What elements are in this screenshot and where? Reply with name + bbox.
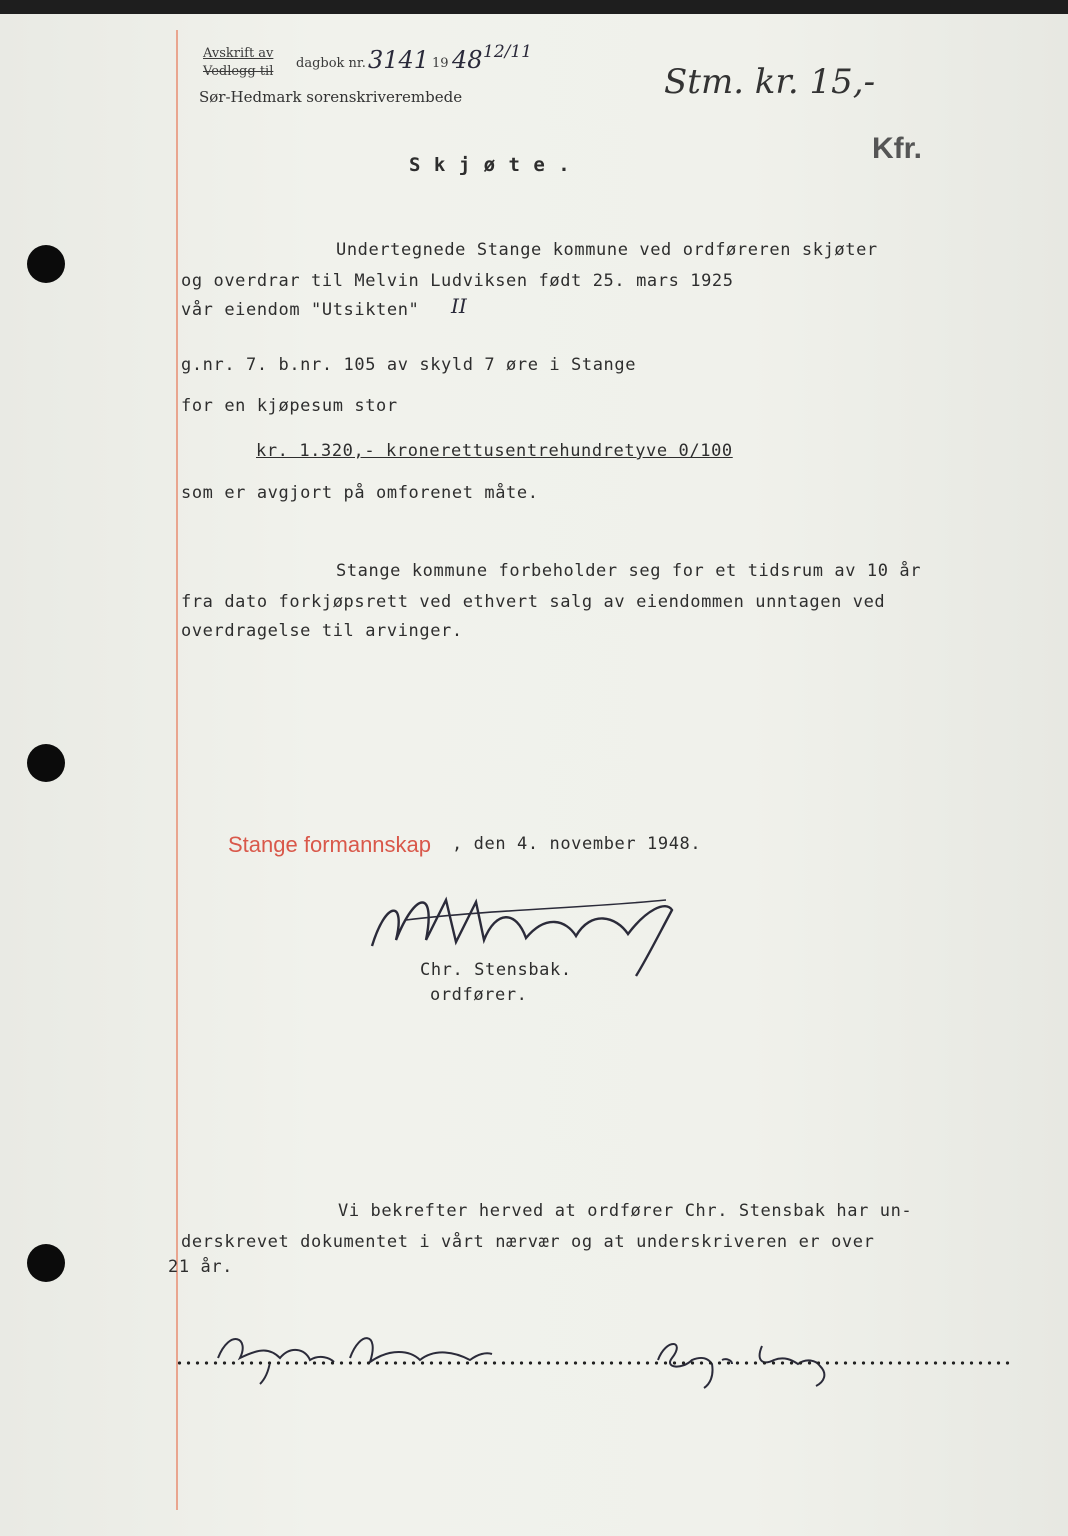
handwritten-insert: II bbox=[451, 294, 467, 318]
punch-hole bbox=[27, 245, 65, 283]
body-price-intro: for en kjøpesum stor bbox=[181, 396, 398, 416]
stamp-duty-note: Stm. kr. 15,- bbox=[664, 62, 876, 102]
header-date: 12/11 bbox=[483, 42, 532, 62]
scan-edge bbox=[0, 0, 1068, 14]
body-paragraph-5-line-1: Stange kommune forbeholder seg for et tidsrum av 10 år bbox=[336, 561, 922, 581]
body-paragraph-1-line-2: og overdrar til Melvin Ludviksen født 25. mars 1925 bbox=[181, 271, 734, 291]
document-title: S k j ø t e . bbox=[409, 154, 571, 176]
dotted-signature-line bbox=[175, 1361, 1013, 1365]
signer-role: ordfører. bbox=[430, 985, 528, 1005]
body-paragraph-1-line-1: Undertegnede Stange kommune ved ordføreren skjøter bbox=[336, 240, 878, 260]
signature-date: , den 4. november 1948. bbox=[452, 834, 702, 854]
header-year: 48 bbox=[452, 46, 483, 74]
header-avskrift: Avskrift av bbox=[203, 46, 274, 61]
place-stamp: Stange formannskap bbox=[228, 832, 432, 857]
header-year-prefix: 19 bbox=[432, 56, 449, 71]
witness-line-2: derskrevet dokumentet i vårt nærvær og at underskriveren er over bbox=[181, 1232, 875, 1252]
header-vedlegg: Vedlegg til bbox=[203, 64, 274, 79]
body-paragraph-5-line-2: fra dato forkjøpsrett ved ethvert salg av eiendommen unntagen ved bbox=[181, 592, 886, 612]
punch-hole bbox=[27, 1244, 65, 1282]
header-dagbok-number: 3141 bbox=[368, 46, 430, 74]
signer-name: Chr. Stensbak. bbox=[420, 960, 572, 980]
punch-hole bbox=[27, 744, 65, 782]
body-amount: kr. 1.320,- kronerettusentrehundretyve 0/100 bbox=[256, 441, 733, 461]
body-property-line: g.nr. 7. b.nr. 105 av skyld 7 øre i Stange bbox=[181, 355, 637, 375]
witness-line-3: 21 år. bbox=[168, 1257, 234, 1277]
header-office: Sør-Hedmark sorenskriverembede bbox=[199, 88, 463, 106]
margin-line bbox=[176, 30, 178, 1510]
body-paragraph-5-line-3: overdragelse til arvinger. bbox=[181, 621, 463, 641]
witness-signature-2 bbox=[652, 1330, 852, 1390]
header-dagbok-label: dagbok nr. bbox=[296, 56, 366, 71]
witness-line-1: Vi bekrefter herved at ordfører Chr. Stensbak har un- bbox=[338, 1201, 913, 1221]
kfr-stamp: Kfr. bbox=[872, 132, 923, 165]
body-settled: som er avgjort på omforenet måte. bbox=[181, 483, 539, 503]
body-paragraph-1-line-3: vår eiendom "Utsikten" bbox=[181, 300, 420, 320]
witness-signature-1 bbox=[210, 1318, 500, 1388]
